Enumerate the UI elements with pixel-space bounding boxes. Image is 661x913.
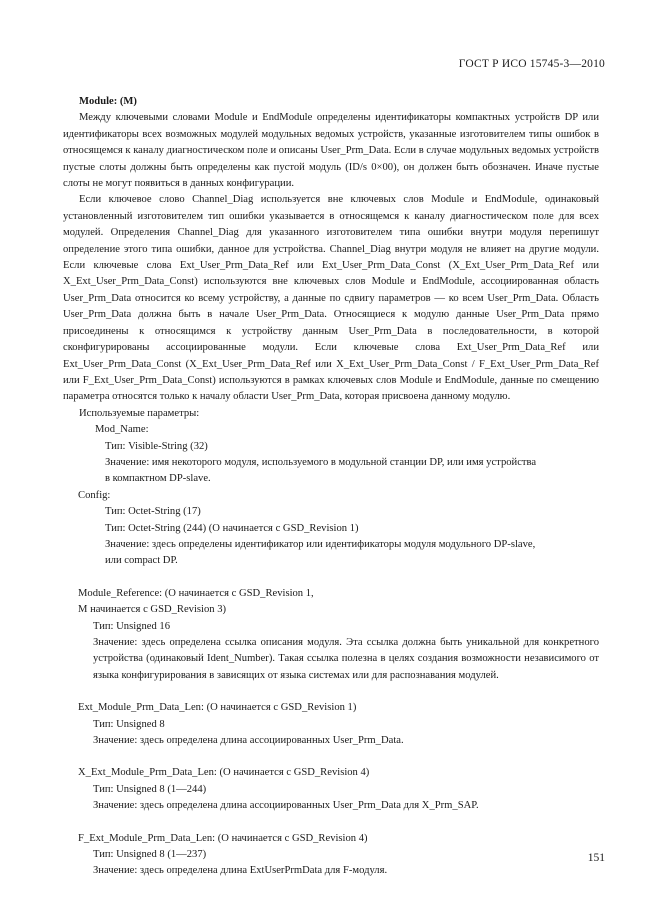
document-header: ГОСТ Р ИСО 15745-3—2010 [458,58,605,70]
paragraph-1: Между ключевыми словами Module и EndModule определены идентификаторы компактных устройств DP или идентификаторы всех возможных модулей модульных ведомых устройств, указанные изготовителем типы ошибок в относящемся к каналу диагностическом поле и описаны User_Prm_Data. Если в случае модульных ведомых устройств пустые слоты должны быть определены как пустой модуль (ID/s 0×00), он должен быть обозначен. Иначе пустые слоты не могут появиться в данных конфигурации. [63,112,599,190]
section-heading: Module: (M) [79,96,137,107]
config-type-1: Тип: Octet-String (17) [105,506,201,518]
config-type-2: Тип: Octet-String (244) (О начинается с GSD_Revision 1) [105,522,359,534]
mod-name-type: Тип: Visible-String (32) [105,440,208,452]
module-reference-label: Module_Reference: (О начинается с GSD_Revision 1, [78,587,314,599]
module-reference-type: Тип: Unsigned 16 [93,620,170,632]
page-number: 151 [587,852,605,864]
ext-module-prm-data-len-type: Тип: Unsigned 8 [93,718,165,730]
f-ext-module-prm-data-len-value: Значение: здесь определена длина ExtUserPrmData для F-модуля. [93,865,388,877]
x-ext-module-prm-data-len-label: X_Ext_Module_Prm_Data_Len: (О начинается с GSD_Revision 4) [78,767,370,779]
page-content [63,94,599,880]
spacer [63,684,599,700]
mod-name-value: Значение: имя некоторого модуля, используемого в модульной станции DP, или имя устройства [105,456,537,468]
spacer [63,749,599,765]
mod-name-label: Mod_Name: [95,424,149,436]
x-ext-module-prm-data-len-value: Значение: здесь определена длина ассоциированных User_Prm_Data для X_Prm_SAP. [93,800,479,812]
module-reference-label-cont: М начинается с GSD_Revision 3) [78,604,227,616]
paragraph-2: Если ключевое слово Channel_Diag используется вне ключевых слов Module и EndModule, одинаковый установленный изготовителем тип ошибки указывается в относящемся к каналу диагностическом поле для всех модулей. Определения Channel_Diag для указанного изготовителем типа ошибки внутри модуля перепишут определение этого типа ошибки, данное для устройства. Channel_Diag внутри модуля не влияет на другие модули. Если ключевые слова Ext_User_Prm_Data_Ref или Ext_User_Prm_Data_Const (X_Ext_User_Prm_Data_Ref или X_Ext_User_Prm_Data_Const) используются вне ключевых слов Module и EndModule, ассоциированная область User_Prm_Data относится ко всему устройству, а данные по сдвигу параметров — ко всем User_Prm_Data. Область User_Prm_Data должна быть в начале User_Prm_Data. Относящиеся к модулю данные User_Prm_Data прямо присоединены к относящимся к устройству данным User_Prm_Data в последовательности, в которой сконфигурированы ассоциированные модули. Если ключевые слова Ext_User_Prm_Data_Ref или Ext_User_Prm_Data_Const (X_Ext_User_Prm_Data_Ref или X_Ext_User_Prm_Data_Const / F_Ext_User_Prm_Data_Ref или F_Ext_User_Prm_Data_Const) используются в рамках ключевых слов Module и EndModule, данные по смещению параметра относятся только к началу области User_Prm_Data, которая присвоена данному модулю. [63,194,599,403]
spacer [63,570,599,586]
ext-module-prm-data-len-value: Значение: здесь определена длина ассоциированных User_Prm_Data. [93,735,404,747]
ext-module-prm-data-len-label: Ext_Module_Prm_Data_Len: (О начинается с GSD_Revision 1) [78,702,357,714]
config-value-cont: или compact DP. [105,555,178,567]
spacer [63,815,599,831]
params-intro: Используемые параметры: [79,407,200,419]
f-ext-module-prm-data-len-label: F_Ext_Module_Prm_Data_Len: (О начинается с GSD_Revision 4) [78,832,368,844]
x-ext-module-prm-data-len-type: Тип: Unsigned 8 (1—244) [93,783,207,795]
f-ext-module-prm-data-len-type: Тип: Unsigned 8 (1—237) [93,849,207,861]
config-label: Config: [78,489,111,501]
module-reference-value: Значение: здесь определена ссылка описания модуля. Эта ссылка должна быть уникальной для конкретного устройства (одинаковый Ident_Number). Такая ссылка полезна в целях создания возможности независимого от языка конфигурирования в зависящих от языка системах или для распознавания модулей. [93,637,599,681]
config-value: Значение: здесь определены идентификатор или идентификаторы модуля модульного DP-slave, [105,538,536,550]
mod-name-value-cont: в компактном DP-slave. [105,473,211,485]
